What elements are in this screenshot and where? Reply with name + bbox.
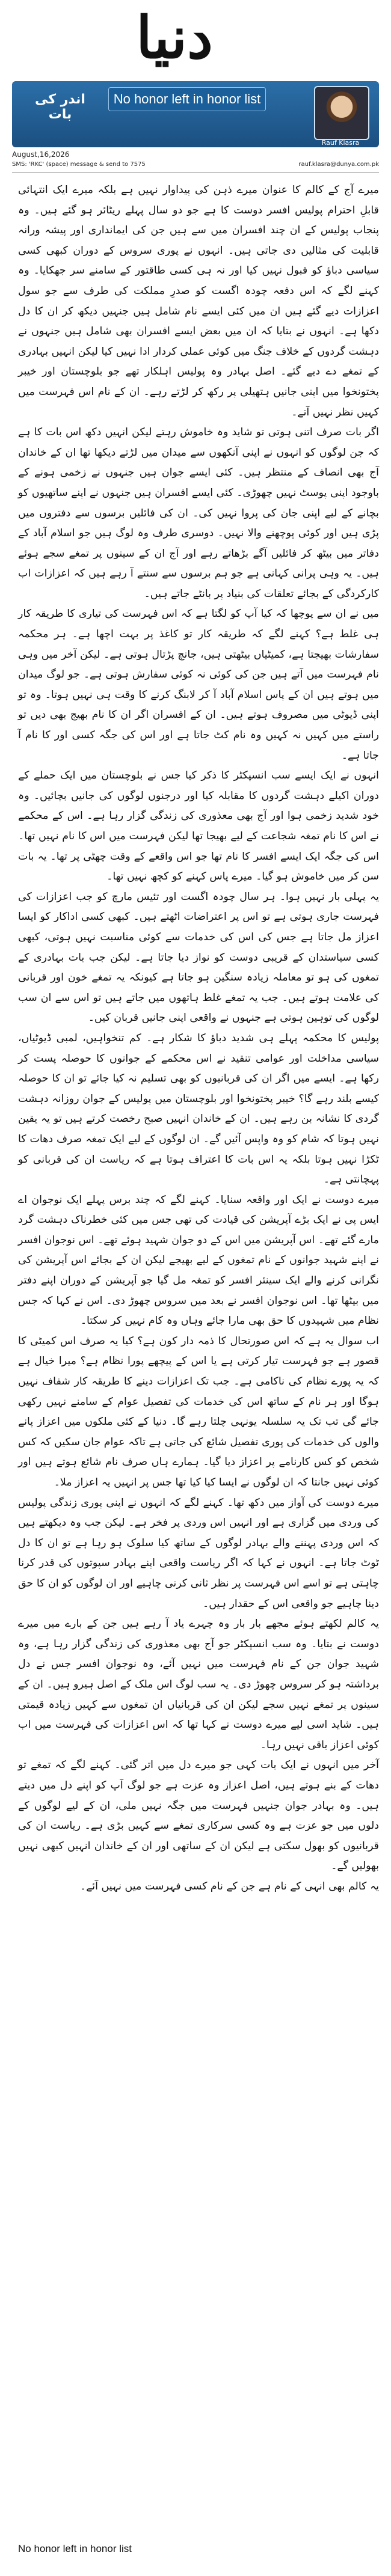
article-paragraph: انہوں نے ایک ایسے سب انسپکٹر کا ذکر کیا جس نے بلوچستان میں ایک حملے کے دوران اکیلے دہشت گردوں کا مقابلہ کیا اور درجنوں لوگوں کی جانیں بچائیں۔ وہ خود شدید زخمی ہوا اور آج بھی معذوری کی زندگی گزار رہا ہے۔ اس کے محکمے نے اس کا نام تمغہ شجاعت کے لیے بھیجا تھا لیکن فہرست میں اس کا نام نہیں تھا۔ اس کی جگہ ایک ایسے افسر کا نام تھا جو اس واقعے کے وقت چھٹی پر تھا۔ یہ بات سن کر میں خاموش ہو گیا۔ میرے پاس کہنے کو کچھ نہیں تھا۔: [18, 769, 379, 883]
column-title: No honor left in honor list: [108, 87, 266, 111]
masthead: [78, 0, 271, 75]
footer-title-note: No honor left in honor list: [18, 2543, 132, 2554]
column-name: اندر کی بات: [35, 92, 85, 122]
meta-row: [12, 150, 379, 171]
sms-info: SMS: 'RKC' (space) message & send to 7575: [12, 161, 146, 168]
article-body: [18, 180, 379, 1897]
article-paragraph: پولیس کا محکمہ پہلے ہی شدید دباؤ کا شکار ہے۔ کم تنخواہیں، لمبی ڈیوٹیاں، سیاسی مداخلت اور عوامی تنقید نے اس محکمے کے جوانوں کا حوصلہ پست کر رکھا ہے۔ ایسے میں اگر ان کی قربانیوں کو بھی تسلیم نہ کیا جائے تو ان کا حوصلہ کیسے بلند رہے گا؟ خیبر پختونخوا اور بلوچستان میں پولیس کے جوان روزانہ دہشت گردی کا نشانہ بن رہے ہیں۔ ان کے خاندان انہیں صبح رخصت کرتے ہیں تو یہ یقین نہیں ہوتا کہ شام کو وہ واپس آئیں گے۔ ان لوگوں کے لیے ایک تمغہ صرف دھات کا ٹکڑا نہیں ہوتا بلکہ یہ اس بات کا اعتراف ہوتا ہے کہ ریاست ان کی قربانی کو پہچانتی ہے۔: [18, 1032, 379, 1186]
article-paragraph: میرے دوست کی آواز میں دکھ تھا۔ کہنے لگے کہ انہوں نے اپنی پوری زندگی پولیس کی وردی میں گزاری ہے اور انہیں اس وردی پر فخر ہے۔ لیکن جب وہ دیکھتے ہیں کہ اس وردی پہننے والے بہادر لوگوں کے ساتھ کیا سلوک ہو رہا ہے تو ان کا دل ٹوٹ جاتا ہے۔ انہوں نے کہا کہ اگر ریاست واقعی اپنے بہادر سپوتوں کی قدر کرنا چاہتی ہے تو اسے اس فہرست پر نظر ثانی کرنی چاہیے اور ان لوگوں کو ان کا حق دینا چاہیے جو واقعی اس کے حقدار ہیں۔: [18, 1496, 379, 1610]
author-photo: [314, 86, 369, 140]
header-divider: [12, 172, 379, 173]
publish-date: August,16,2026: [12, 150, 70, 159]
article-paragraph: یہ کالم بھی انہی کے نام ہے جن کے نام کسی فہرست میں نہیں آئے۔: [79, 1880, 379, 1892]
author-email: rauf.klasra@dunya.com.pk: [298, 161, 379, 168]
newspaper-logo: دنیا: [136, 3, 213, 72]
article-paragraph: میں نے ان سے پوچھا کہ کیا آپ کو لگتا ہے کہ اس فہرست کی تیاری کا طریقہ کار ہی غلط ہے؟ کہنے لگے کہ طریقہ کار تو کاغذ پر بہت اچھا ہے۔ ہر محکمہ سفارشات بھیجتا ہے، کمیٹیاں بیٹھتی ہیں، جانچ پڑتال ہوتی ہے۔ لیکن آخر میں وہی نام فہرست میں آتے ہیں جن کی کوئی نہ کوئی سفارش ہوتی ہے۔ جو لوگ میدان میں ہوتے ہیں ان کے پاس اسلام آباد آ کر لابنگ کرنے کا وقت ہی نہیں ہوتا۔ وہ تو اپنی ڈیوٹی میں مصروف ہوتے ہیں۔ ان کے افسران اگر ان کا نام بھیج بھی دیں تو راستے میں کہیں نہ کہیں وہ نام کٹ جاتا ہے اور اس کی جگہ کسی اور کا نام آ جاتا ہے۔: [18, 608, 379, 762]
article-paragraph: یہ پہلی بار نہیں ہوا۔ ہر سال چودہ اگست اور تئیس مارچ کو جب اعزازات کی فہرست جاری ہوتی ہے تو اس پر اعتراضات اٹھتے ہیں۔ کبھی کسی اداکار کو ایسا اعزاز مل جاتا ہے جس کی اس کی خدمات سے کوئی مناسبت نہیں ہوتی، کبھی کسی سیاستدان کے قریبی دوست کو نواز دیا جاتا ہے۔ لیکن جب بات بہادری کے تمغوں کی ہو تو معاملہ زیادہ سنگین ہو جاتا ہے کیونکہ یہ تمغے خون اور قربانی کی علامت ہوتے ہیں۔ جب یہ تمغے غلط ہاتھوں میں جاتے ہیں تو اس سے ان سب لوگوں کی توہین ہوتی ہے جنہوں نے واقعی اپنی جانیں قربان کیں۔: [18, 890, 379, 1024]
article-paragraph: میرے آج کے کالم کا عنوان میرے ذہن کی پیداوار نہیں ہے بلکہ میرے ایک انتہائی قابلِ احترام پولیس افسر دوست کا ہے جو دو سال پہلے ریٹائر ہو گئے ہیں۔ وہ پنجاب پولیس کے ان چند افسران میں سے ہیں جن کی ایمانداری اور پیشہ ورانہ قابلیت کی مثالیں دی جاتی ہیں۔ انہوں نے پوری سروس کے دوران کبھی کسی سیاسی دباؤ کو قبول نہیں کیا اور نہ ہی کسی طاقتور کے سامنے سر جھکایا۔ وہ کہنے لگے کہ اس دفعہ چودہ اگست کو صدرِ مملکت کی طرف سے جو سول اعزازات دیے گئے ہیں ان میں کئی ایسے نام شامل ہیں جنہیں دیکھ کر ان کا دل دکھا ہے۔ انہوں نے بتایا کہ ان میں بعض ایسے افسران بھی شامل ہیں جنہوں نے دہشت گردوں کے خلاف جنگ میں کوئی عملی کردار ادا نہیں کیا لیکن انہیں بہادری کے تمغے دے دیے گئے۔ اصل بہادر وہ پولیس اہلکار تھے جو بلوچستان اور خیبر پختونخوا میں اپنی جانیں ہتھیلی پر رکھ کر لڑتے رہے۔ ان کے نام اس فہرست میں کہیں نظر نہیں آتے۔: [18, 184, 379, 418]
article-paragraph: اگر بات صرف اتنی ہوتی تو شاید وہ خاموش رہتے لیکن انہیں دکھ اس بات کا ہے کہ جن لوگوں کو انہوں نے اپنی آنکھوں سے میدان میں لڑتے دیکھا تھا ان کے خاندان آج بھی انصاف کے منتظر ہیں۔ کئی ایسے جوان ہیں جنہوں نے زخمی ہونے کے باوجود اپنی پوسٹ نہیں چھوڑی۔ کئی ایسے افسران ہیں جنہوں نے اپنے ساتھیوں کو بچانے کے لیے اپنی جان کی پروا نہیں کی۔ ان کی فائلیں برسوں سے دفتروں میں پڑی ہیں اور کوئی پوچھنے والا نہیں۔ دوسری طرف وہ لوگ ہیں جو اسلام آباد کے دفاتر میں بیٹھ کر فائلیں آگے بڑھاتے رہے اور آج ان کے سینوں پر تمغے سجے ہوئے ہیں۔ یہ وہی پرانی کہانی ہے جو ہم برسوں سے سنتے آ رہے ہیں کہ اعزازات اب کارکردگی کے بجائے تعلقات کی بنیاد پر بانٹے جاتے ہیں۔: [18, 426, 379, 600]
author-name: Rauf Klasra: [321, 139, 360, 147]
article-paragraph: آخر میں انہوں نے ایک بات کہی جو میرے دل میں اتر گئی۔ کہنے لگے کہ تمغے تو دھات کے بنے ہوتے ہیں، اصل اعزاز وہ عزت ہے جو لوگ آپ کو اپنے دل میں دیتے ہیں۔ وہ بہادر جوان جنہیں فہرست میں جگہ نہیں ملی، ان کے لیے لوگوں کے دلوں میں جو عزت ہے وہ کسی سرکاری تمغے سے کہیں بڑی ہے۔ ریاست ان کی قربانیوں کو بھول سکتی ہے لیکن ان کے ساتھی اور ان کے خاندان انہیں کبھی نہیں بھولیں گے۔: [18, 1759, 379, 1873]
column-header: [12, 81, 379, 147]
article-paragraph: اب سوال یہ ہے کہ اس صورتحال کا ذمہ دار کون ہے؟ کیا یہ صرف اس کمیٹی کا قصور ہے جو فہرست تیار کرتی ہے یا اس کے پیچھے پورا نظام ہے؟ میرا خیال ہے کہ یہ پورے نظام کی ناکامی ہے۔ جب تک اعزازات دینے کا طریقہ کار شفاف نہیں ہوگا اور ہر نام کے ساتھ اس کی خدمات کی تفصیل عوام کے سامنے نہیں رکھی جائے گی تب تک یہ سلسلہ یونہی چلتا رہے گا۔ دنیا کے کئی ملکوں میں اعزاز پانے والوں کی خدمات کی پوری تفصیل شائع کی جاتی ہے تاکہ عوام جان سکیں کہ کس شخص کو کس کارنامے پر اعزاز دیا گیا۔ ہمارے ہاں صرف نام شائع ہوتے ہیں اور کوئی نہیں جانتا کہ ان لوگوں نے ایسا کیا کیا تھا جس پر انہیں یہ اعزاز ملا۔: [18, 1335, 379, 1488]
article-paragraph: میرے دوست نے ایک اور واقعہ سنایا۔ کہنے لگے کہ چند برس پہلے ایک نوجوان اے ایس پی نے ایک بڑے آپریشن کی قیادت کی تھی جس میں کئی خطرناک دہشت گرد مارے گئے تھے۔ اس آپریشن میں اس کے دو جوان شہید ہوئے تھے۔ اس نوجوان افسر نے اپنے شہید جوانوں کے نام تمغوں کے لیے بھیجے لیکن ان کے بجائے اس آپریشن کی نگرانی کرنے والے ایک سینئر افسر کو تمغہ مل گیا جو آپریشن کے دوران اپنے دفتر میں بیٹھا تھا۔ اس نوجوان افسر نے بعد میں سروس چھوڑ دی۔ اس نے کہا کہ جس نظام میں شہیدوں کا حق بھی مارا جائے وہاں وہ کام نہیں کر سکتا۔: [18, 1193, 379, 1327]
article-paragraph: یہ کالم لکھتے ہوئے مجھے بار بار وہ چہرے یاد آ رہے ہیں جن کے بارے میں میرے دوست نے بتایا۔ وہ سب انسپکٹر جو آج بھی معذوری کی زندگی گزار رہا ہے، وہ شہید جوان جن کے نام فہرست میں نہیں آئے، وہ نوجوان افسر جس نے دل برداشتہ ہو کر سروس چھوڑ دی۔ یہ سب لوگ اس ملک کے اصل ہیرو ہیں۔ ان کے سینوں پر تمغے نہیں سجے لیکن ان کی قربانیاں ان تمغوں سے کہیں زیادہ قیمتی ہیں۔ شاید اسی لیے میرے دوست نے کہا تھا کہ اس اعزازات کی فہرست میں اب کوئی اعزاز باقی نہیں رہا۔: [18, 1618, 379, 1751]
